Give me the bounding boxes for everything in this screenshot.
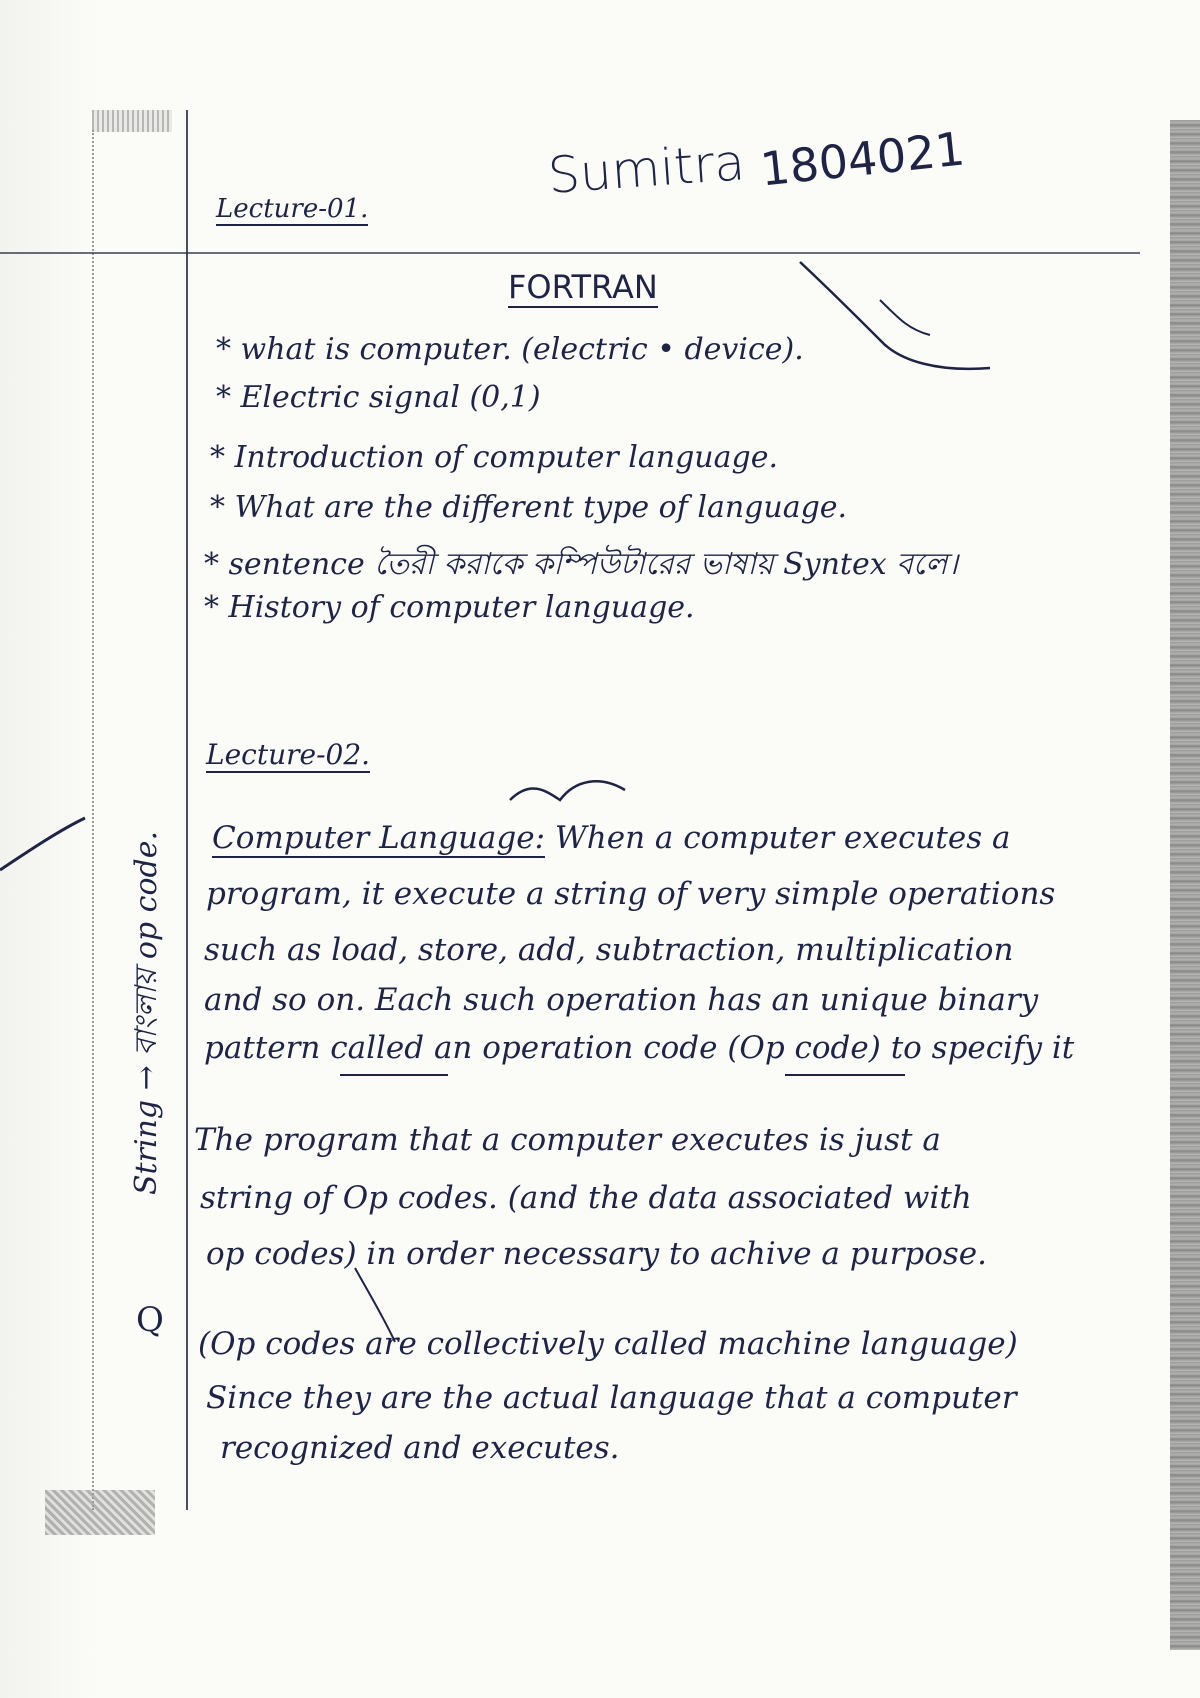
student-name: Sumitra: [546, 133, 747, 205]
lecture1-bullet: * what is computer. (electric • device).: [216, 332, 804, 367]
lecture2-line: recognized and executes.: [220, 1430, 620, 1466]
lecture1-bullet: * sentence তৈরী করাকে কম্পিউটারের ভাষায় Syntex বলে।: [204, 547, 959, 582]
lecture2-line: op codes) in order necessary to achive a purpose.: [206, 1236, 988, 1272]
lecture1-title: FORTRAN: [508, 268, 658, 306]
lecture2-line: program, it execute a string of very simple operations: [206, 876, 1056, 912]
lecture1-bullet: * History of computer language.: [204, 590, 695, 625]
lecture2-line: The program that a computer executes is just a: [194, 1122, 941, 1158]
lecture1-bullet: * Introduction of computer language.: [210, 440, 778, 475]
student-roll: 1804021: [757, 121, 968, 197]
lecture2-line: string of Op codes. (and the data associated with: [200, 1180, 972, 1216]
margin-symbol: Q: [136, 1300, 164, 1340]
lecture1-bullet: * What are the different type of language.: [210, 490, 848, 525]
lecture2-heading: Lecture-02.: [206, 738, 371, 771]
lecture2-line: pattern called an operation code (Op code) to specify it: [204, 1030, 1075, 1066]
lecture2-line: (Op codes are collectively called machine language): [198, 1326, 1018, 1362]
lecture2-line: When a computer executes a: [554, 820, 1011, 856]
lecture1-bullet: * Electric signal (0,1): [216, 380, 541, 415]
lecture2-line: such as load, store, add, subtraction, multiplication: [204, 932, 1014, 968]
lecture2-line: and so on. Each such operation has an unique binary: [204, 982, 1039, 1018]
lecture2-line: Since they are the actual language that a computer: [206, 1380, 1017, 1416]
lecture1-heading: Lecture-01.: [216, 194, 369, 224]
lecture2-line-first: [212, 820, 1010, 856]
margin-note: String → বাংলায় op code.: [129, 830, 164, 1195]
term-computer-language: Computer Language:: [212, 820, 546, 856]
